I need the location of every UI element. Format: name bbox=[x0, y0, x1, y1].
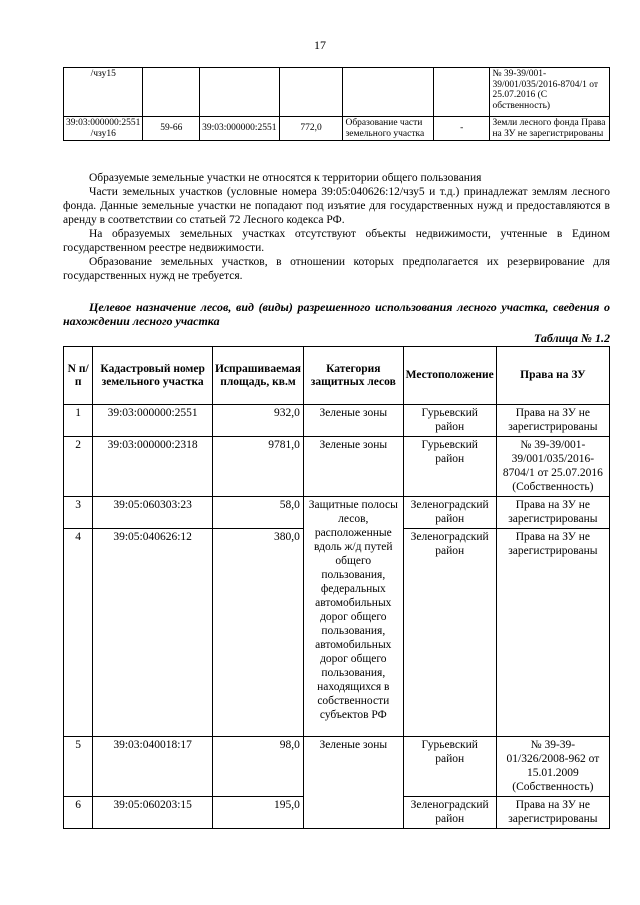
table-row bbox=[64, 68, 610, 117]
cell-num: 1 bbox=[64, 405, 93, 437]
page-number: 17 bbox=[314, 38, 326, 52]
cell-cadastral: 39:03:000000:2551 bbox=[93, 405, 213, 437]
column-header-area: Испрашиваемая площадь, кв.м bbox=[212, 347, 303, 405]
column-header-cadastral: Кадастровый номер земельного участка bbox=[93, 347, 213, 405]
cell-cadastral: 39:03:040018:17 bbox=[93, 737, 213, 797]
cell-rights: Права на ЗУ не зарегистрированы bbox=[496, 405, 609, 437]
cell-cadastral: 39:03:000000:2318 bbox=[93, 437, 213, 497]
table-cell: 39:03:000000:2551 bbox=[200, 117, 279, 141]
table-row bbox=[64, 737, 610, 797]
cell-area: 380,0 bbox=[212, 529, 303, 737]
cell-num: 3 bbox=[64, 497, 93, 529]
table-cell: № 39-39/001-39/001/035/2016-8704/1 от 25.07.2016 (С обственность) bbox=[490, 68, 610, 117]
cell-num: 5 bbox=[64, 737, 93, 797]
table-cell: 59-66 bbox=[143, 117, 200, 141]
table-row bbox=[64, 405, 610, 437]
table-cell: 772,0 bbox=[279, 117, 343, 141]
cell-area: 98,0 bbox=[212, 737, 303, 797]
column-header-rights: Права на ЗУ bbox=[496, 347, 609, 405]
cell-location: Гурьевский район bbox=[403, 437, 496, 497]
cell-cadastral: 39:05:060303:23 bbox=[93, 497, 213, 529]
paragraph: На образуемых земельных участках отсутствуют объекты недвижимости, учтенные в Едином государственном реестре недвижимости. bbox=[63, 228, 610, 254]
table-row bbox=[64, 497, 610, 529]
cell-area: 195,0 bbox=[212, 797, 303, 829]
table-row bbox=[64, 437, 610, 497]
column-header-location: Местоположение bbox=[403, 347, 496, 405]
cell-location: Зеленоградский район bbox=[403, 797, 496, 829]
table-1-2 bbox=[63, 346, 610, 829]
cell-category: Защитные полосы лесов, расположенные вдоль ж/д путей общего пользования, федеральных автомобильных дорог общего пользования, автомобильных дорог общего пользования, находящихся в собственности субъектов РФ bbox=[303, 497, 403, 737]
cell-rights: № 39-39/001-39/001/035/2016-8704/1 от 25.07.2016 (Собственность) bbox=[496, 437, 609, 497]
paragraph: Образование земельных участков, в отношении которых предполагается их резервирование для государственных нужд не требуется. bbox=[63, 256, 610, 282]
cell-area: 58,0 bbox=[212, 497, 303, 529]
section-heading: Целевое назначение лесов, вид (виды) разрешенного использования лесного участка, сведения о нахождении лесного участка bbox=[63, 300, 610, 328]
cell-rights: Права на ЗУ не зарегистрированы bbox=[496, 797, 609, 829]
table-header-row bbox=[64, 347, 610, 405]
column-header-num: N п/п bbox=[64, 347, 93, 405]
table-cell: Земли лесного фонда Права на ЗУ не зарегистрированы bbox=[490, 117, 610, 141]
table-cell: 39:03:000000:2551 /чзу16 bbox=[64, 117, 143, 141]
cell-rights: Права на ЗУ не зарегистрированы bbox=[496, 497, 609, 529]
table-row bbox=[64, 117, 610, 141]
table-cell: /чзу15 bbox=[64, 68, 143, 117]
cell-cadastral: 39:05:060203:15 bbox=[93, 797, 213, 829]
cell-rights: Права на ЗУ не зарегистрированы bbox=[496, 529, 609, 737]
cell-category: Зеленые зоны bbox=[303, 405, 403, 437]
cell-location: Гурьевский район bbox=[403, 737, 496, 797]
cell-area: 932,0 bbox=[212, 405, 303, 437]
table-1-continuation bbox=[63, 67, 610, 141]
table-cell bbox=[143, 68, 200, 117]
cell-num: 2 bbox=[64, 437, 93, 497]
cell-num: 4 bbox=[64, 529, 93, 737]
cell-location: Зеленоградский район bbox=[403, 497, 496, 529]
column-header-category: Категория защитных лесов bbox=[303, 347, 403, 405]
cell-area: 9781,0 bbox=[212, 437, 303, 497]
paragraph: Части земельных участков (условные номера 39:05:040626:12/чзу5 и т.д.) принадлежат землям лесного фонда. Данные земельные участки не попадают под изъятие для государственных нужд и предоставляются в аренду в соответствии со статьей 72 Лесного кодекса РФ. bbox=[63, 186, 610, 226]
cell-rights: № 39-39-01/326/2008-962 от 15.01.2009 (Собственность) bbox=[496, 737, 609, 797]
table-cell bbox=[433, 68, 489, 117]
table-cell bbox=[343, 68, 433, 117]
cell-category: Зеленые зоны bbox=[303, 437, 403, 497]
table-caption: Таблица № 1.2 bbox=[533, 331, 610, 345]
table-cell: Образование части земельного участка bbox=[343, 117, 433, 141]
table-cell bbox=[279, 68, 343, 117]
cell-category: Зеленые зоны bbox=[303, 737, 403, 829]
cell-num: 6 bbox=[64, 797, 93, 829]
cell-location: Зеленоградский район bbox=[403, 529, 496, 737]
cell-cadastral: 39:05:040626:12 bbox=[93, 529, 213, 737]
table-cell: - bbox=[433, 117, 489, 141]
cell-location: Гурьевский район bbox=[403, 405, 496, 437]
paragraph: Образуемые земельные участки не относятся к территории общего пользования bbox=[89, 172, 482, 184]
table-cell bbox=[200, 68, 279, 117]
